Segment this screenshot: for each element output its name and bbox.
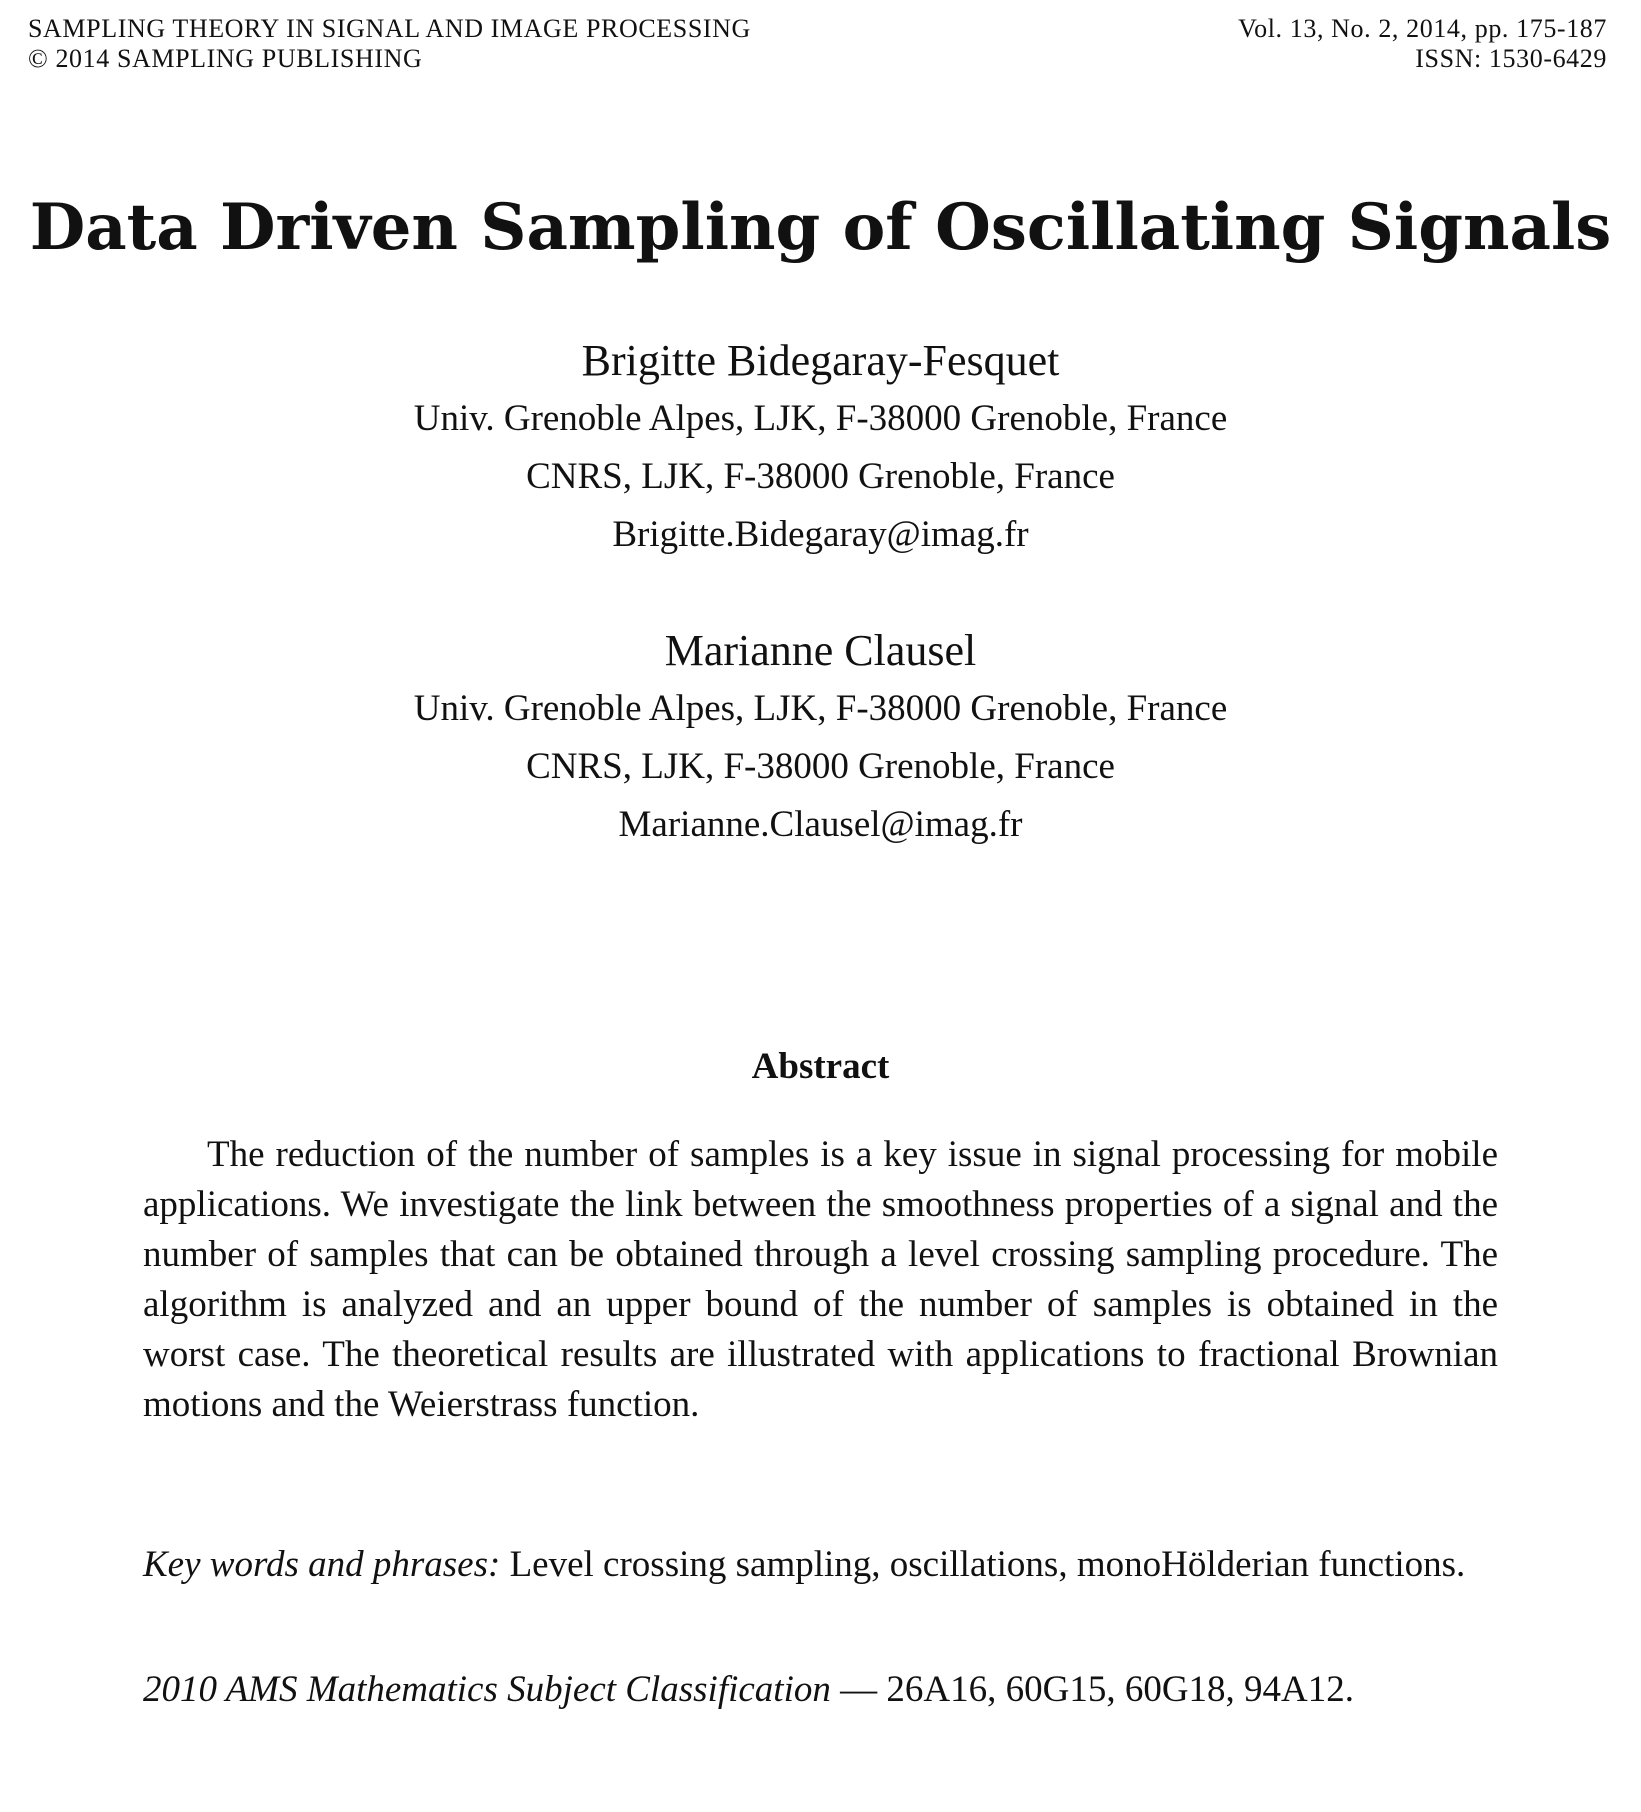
keywords-label: Key words and phrases xyxy=(143,1544,488,1585)
running-head xyxy=(28,14,1607,74)
keywords-colon: : xyxy=(488,1544,501,1585)
running-head-row-2 xyxy=(28,44,1607,74)
paper-title: Data Driven Sampling of Oscillating Signals xyxy=(29,190,1612,265)
msc-codes: 26A16, 60G15, 60G18, 94A12. xyxy=(886,1669,1355,1710)
author-name: Marianne Clausel xyxy=(664,626,977,675)
keywords xyxy=(143,1540,1523,1590)
author-email: Marianne.Clausel@imag.fr xyxy=(618,804,1023,845)
author-affiliation: CNRS, LJK, F-38000 Grenoble, France xyxy=(526,746,1115,787)
author-email: Brigitte.Bidegaray@imag.fr xyxy=(612,514,1029,555)
running-head-row-1 xyxy=(28,14,1607,44)
issn: ISSN: 1530-6429 xyxy=(1415,44,1607,73)
copyright-notice: © 2014 SAMPLING PUBLISHING xyxy=(28,44,423,73)
abstract-text: The reduction of the number of samples is a key issue in signal processing for mobile applications. We investigate the link between the smoothness properties of a signal and the number of samples that can be obtained through a level crossing sampling procedure. The algorithm is analyzed and an upper bound of the number of samples is obtained in the worst case. The theoretical results are illustrated with applications to fractional Brownian motions and the Weierstrass function. xyxy=(143,1134,1498,1425)
journal-name: SAMPLING THEORY IN SIGNAL AND IMAGE PROCESSING xyxy=(28,14,751,43)
msc-dash: — xyxy=(840,1669,878,1710)
volume-info: Vol. 13, No. 2, 2014, pp. 175-187 xyxy=(1238,14,1607,43)
msc-classification xyxy=(143,1665,1498,1715)
author-affiliation: Univ. Grenoble Alpes, LJK, F-38000 Grenoble, France xyxy=(413,398,1228,439)
author-block-1 xyxy=(0,332,1641,564)
msc-label: 2010 AMS Mathematics Subject Classification xyxy=(143,1669,831,1710)
author-affiliation: CNRS, LJK, F-38000 Grenoble, France xyxy=(526,456,1115,497)
author-block-2 xyxy=(0,622,1641,854)
keywords-text: Level crossing sampling, oscillations, monoHölderian functions. xyxy=(509,1544,1466,1585)
author-name: Brigitte Bidegaray-Fesquet xyxy=(581,336,1060,385)
author-affiliation: Univ. Grenoble Alpes, LJK, F-38000 Grenoble, France xyxy=(413,688,1228,729)
abstract-heading: Abstract xyxy=(751,1046,890,1087)
